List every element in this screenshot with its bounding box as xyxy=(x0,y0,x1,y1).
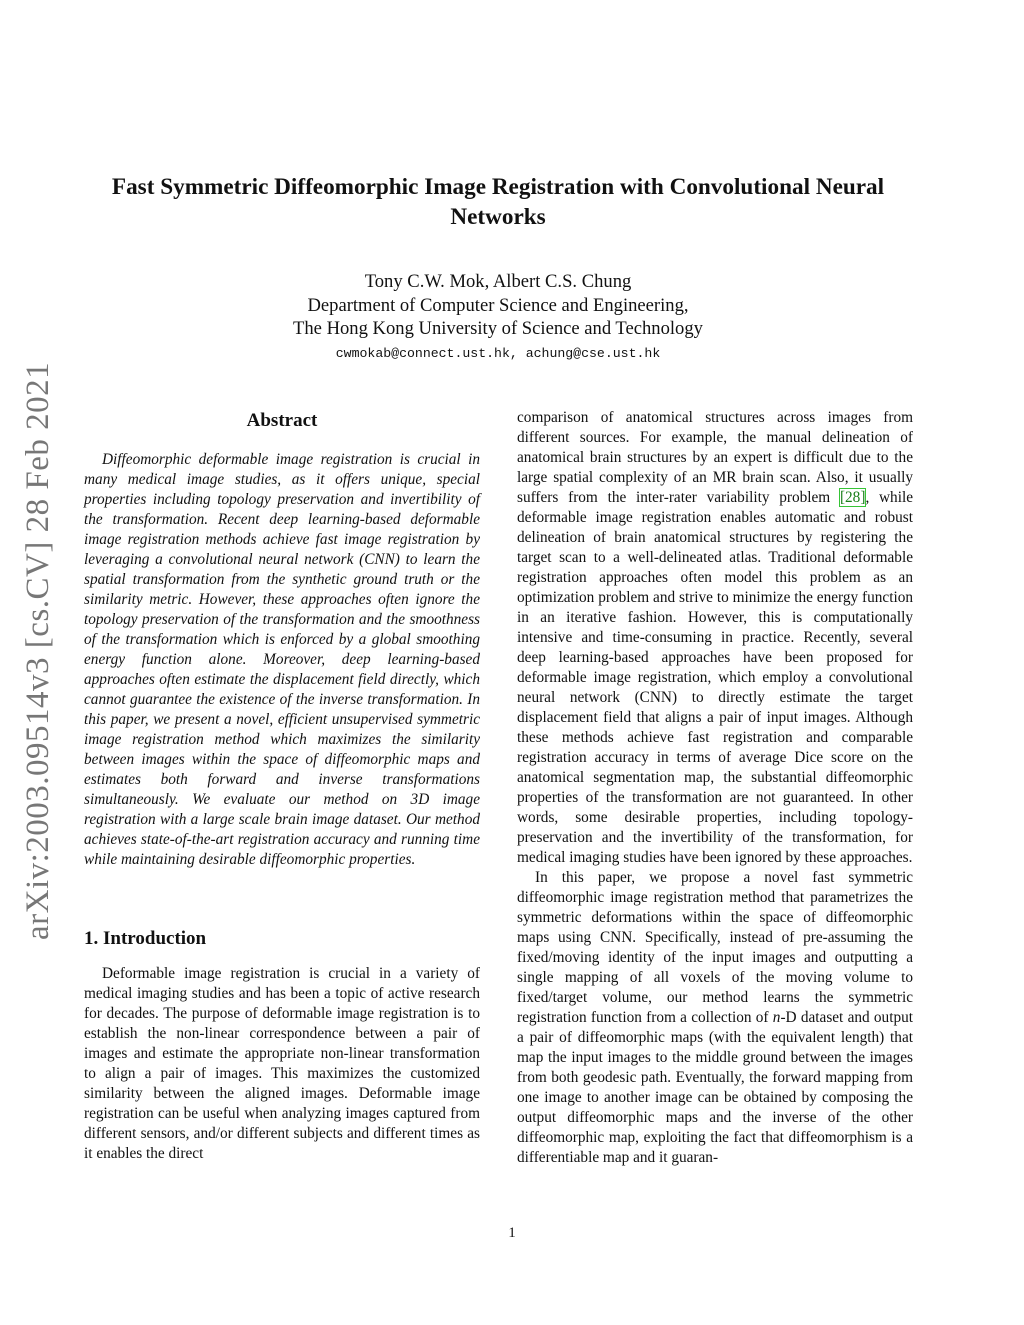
author-block xyxy=(200,270,796,367)
paragraph-3-text-b: -D dataset and output a pair of diffeomorphic maps (with the equivalent length) that map the input images to the middle ground between the images from both geodesic path. Eventually, the forward mapping from one image to another image can be obtained by composing the output diffeomorphic maps and the inverse of the other diffeomorphic map, exploiting the fact that diffeomorphism is a differentiable map and it guaran- xyxy=(517,1009,914,1166)
introduction-paragraph-3 xyxy=(517,868,913,1168)
author-names: Tony C.W. Mok, Albert C.S. Chung xyxy=(364,271,632,292)
abstract-heading: Abstract xyxy=(246,410,318,431)
paragraph-2-text-b: , while deformable image registration enables automatic and robust delineation of brain anatomical structures by registering the target scan to a well-delineated atlas. Traditional deformable registration approaches often model this problem as an optimization problem and strive to minimize the energy function in an iterative fashion. However, this is computationally intensive and time-consuming in practice. Recently, several deep learning-based approaches have been proposed for deformable image registration, which employ a convolutional neural network (CNN) to directly estimate the target displacement field that aligns a pair of input images. Although these methods achieve fast registration and comparable registration accuracy in terms of average Dice score on the anatomical segmentation map, the substantial diffeomorphic properties of the transformation are not guaranteed. In other words, some desirable properties, including topology-preservation and the invertibility of the transformation, for medical imaging studies have been ignored by these approaches. xyxy=(517,489,913,866)
introduction-paragraph-2 xyxy=(517,408,913,868)
page-number: 1 xyxy=(508,1225,516,1241)
introduction-paragraph-1: Deformable image registration is crucial in a variety of medical imaging studies and has been a topic of active research for decades. The purpose of deformable image registration is to establish the non-linear correspondence between a pair of images and estimate the appropriate non-linear transformation to align a pair of images. This maximizes the customized similarity between the aligned images. Deformable image registration can be useful when analyzing images captured from different sensors, and/or different subjects and different times as it enables the direct xyxy=(84,965,480,1162)
citation-link[interactable]: [28] xyxy=(839,489,866,506)
right-column xyxy=(517,408,913,1168)
introduction-heading: 1. Introduction xyxy=(84,928,207,949)
arxiv-identifier: arXiv:2003.09514v3 [cs.CV] 28 Feb 2021 xyxy=(20,361,56,940)
math-n: n xyxy=(772,1009,781,1026)
paragraph-2-text-a: comparison of anatomical structures across images from different sources. For example, the manual delineation of anatomical brain structures by an expert is difficult due to the large spatial complexity of an MR brain scan. Also, it usually suffers from the inter-rater variability problem xyxy=(517,409,913,506)
left-column xyxy=(84,408,480,1164)
abstract-text: Diffeomorphic deformable image registration is crucial in many medical image studies, as it offers unique, special properties including topology preservation and invertibility of the transformation. Recent deep learning-based deformable image registration methods achieve fast image registration by leveraging a convolutional neural network (CNN) to learn the spatial transformation from the synthetic ground truth or the similarity metric. However, these approaches often ignore the topology preservation of the transformation and the smoothness of the transformation which is enforced by a global smoothing energy function alone. Moreover, deep learning-based approaches often estimate the displacement field directly, which cannot guarantee the existence of the inverse transformation. In this paper, we present a novel, efficient unsupervised symmetric image registration method which maximizes the similarity between images within the space of diffeomorphic maps and estimates both forward and inverse transformations simultaneously. We evaluate our method on 3D image registration with a large scale brain image dataset. Our method achieves state-of-the-art registration accuracy and running time while maintaining desirable diffeomorphic properties. xyxy=(84,451,480,868)
paragraph-3-text-a: In this paper, we propose a novel fast symmetric diffeomorphic image registration method that parametrizes the symmetric deformations within the space of diffeomorphic maps using CNN. Specifically, instead of pre-assuming the fixed/moving identity of the input images and outputting a single mapping of all voxels of the moving volume to fixed/target volume, our method learns the symmetric registration function from a collection of xyxy=(517,869,913,1026)
author-emails: cwmokab@connect.ust.hk, achung@cse.ust.hk xyxy=(335,345,661,361)
author-university: The Hong Kong University of Science and Technology xyxy=(293,318,703,339)
paper-title: Fast Symmetric Diffeomorphic Image Registration with Convolutional Neural Networks xyxy=(111,174,885,230)
author-department: Department of Computer Science and Engineering, xyxy=(307,294,689,316)
